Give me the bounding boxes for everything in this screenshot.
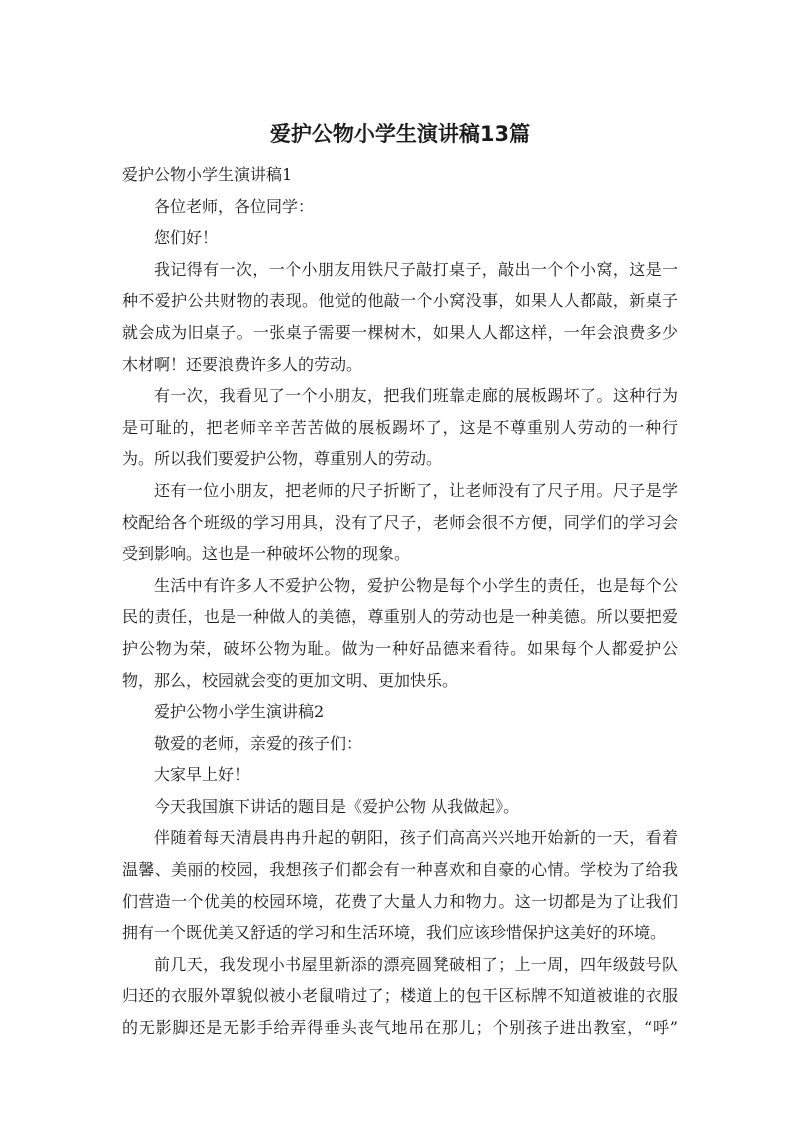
paragraph: 生活中有许多人不爱护公物，爱护公物是每个小学生的责任，也是每个公民的责任，也是一种做人的美德，尊重别人的劳动也是一种美德。所以要把爱护公物为荣，破坏公物为耻。做为一种好品德来看待。如果每个人都爱护公物，那么，校园就会变的更加文明、更加快乐。 <box>122 575 678 690</box>
paragraph: 敬爱的老师，亲爱的孩子们： <box>154 733 363 753</box>
paragraph: 还有一位小朋友，把老师的尺子折断了，让老师没有了尺子用。尺子是学校配给各个班级的学习用具，没有了尺子，老师会很不方便，同学们的学习会受到影响。这也是一种破坏公物的现象。 <box>122 480 678 564</box>
paragraph: 各位老师，各位同学： <box>154 196 315 216</box>
paragraph: 今天我国旗下讲话的题目是《爱护公物 从我做起》。 <box>154 796 520 816</box>
document-title: 爱护公物小学生演讲稿13篇 <box>269 122 531 146</box>
section-heading: 爱护公物小学生演讲稿2 <box>154 702 325 722</box>
paragraph: 您们好！ <box>154 228 219 248</box>
paragraph: 我记得有一次，一个小朋友用铁尺子敲打桌子，敲出一个个小窝，这是一种不爱护公共财物的表现。他觉的他敲一个小窝没事，如果人人都敲，新桌子就会成为旧桌子。一张桌子需要一棵树木，如果人人都这样，一年会浪费多少木材啊！还要浪费许多人的劳动。 <box>122 259 678 374</box>
paragraph: 大家早上好！ <box>154 765 251 785</box>
document-body <box>122 159 678 1044</box>
section-heading: 爱护公物小学生演讲稿1 <box>122 165 293 184</box>
paragraph: 有一次，我看见了一个小朋友，把我们班靠走廊的展板踢坏了。这种行为是可耻的，把老师辛辛苦苦做的展板踢坏了，这是不尊重别人劳动的一种行为。所以我们要爱护公物，尊重别人的劳动。 <box>122 386 678 469</box>
paragraph: 伴随着每天清晨冉冉升起的朝阳，孩子们高高兴兴地开始新的一天，看着温馨、美丽的校园，我想孩子们都会有一种喜欢和自豪的心情。学校为了给我们营造一个优美的校园环境，花费了大量人力和物力。这一切都是为了让我们拥有一个既优美又舒适的学习和生活环境，我们应该珍惜保护这美好的环境。 <box>122 828 678 943</box>
paragraph: 前几天，我发现小书屋里新添的漂亮圆凳破相了；上一周，四年级鼓号队归还的衣服外罩貌似被小老鼠啃过了；楼道上的包干区标牌不知道被谁的衣服的无影脚还是无影手给弄得垂头丧气地吊在那儿；个别孩子进出教室，“呼” <box>122 954 678 1038</box>
